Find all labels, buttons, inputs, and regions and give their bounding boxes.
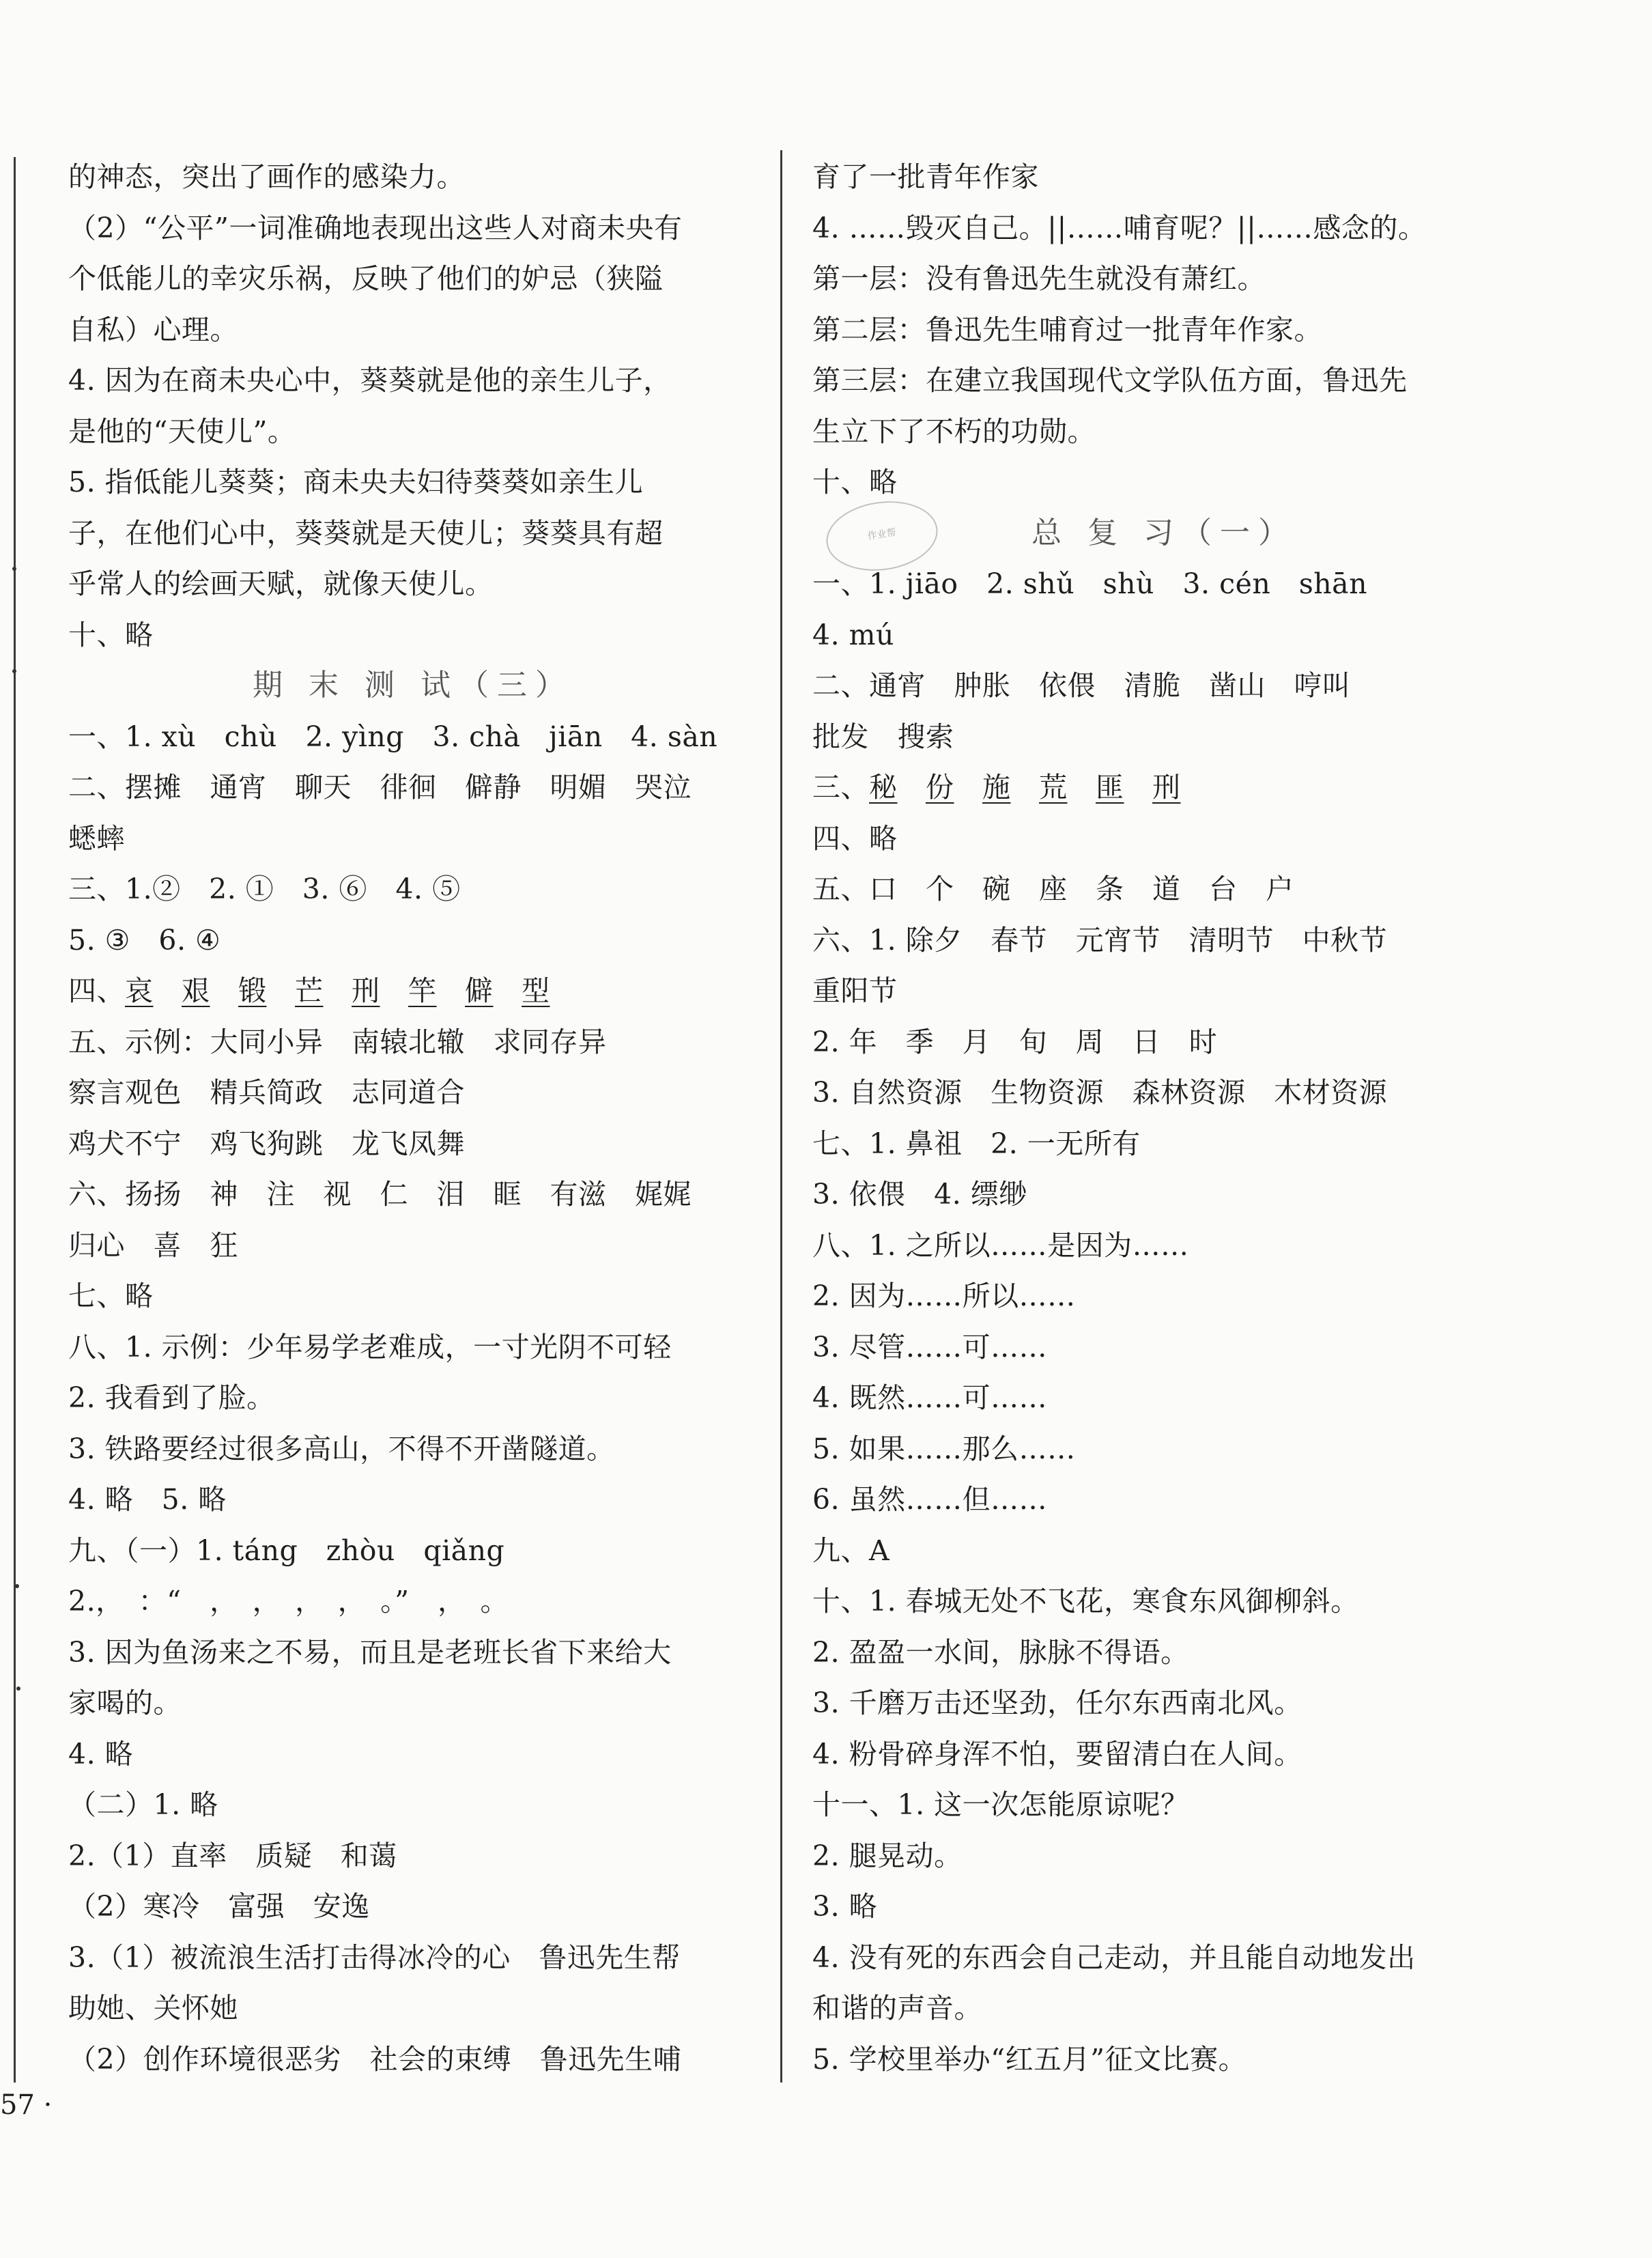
text-line: 3. 依偎 4. 缥缈 <box>812 1178 1027 1211</box>
text-line: 是他的“天使儿”。 <box>68 414 296 448</box>
text-line: 5. 学校里举办“红五月”征文比赛。 <box>812 2042 1247 2076</box>
text-line: （2）创作环境很恶劣 社会的束缚 鲁迅先生哺 <box>68 2042 682 2076</box>
text-line: 3. 因为鱼汤来之不易，而且是老班长省下来给大 <box>68 1635 672 1669</box>
text-line: 3. 略 <box>812 1890 878 1923</box>
text-line: 八、1. 之所以……是因为…… <box>812 1228 1189 1262</box>
text-line: 2. 盈盈一水间，脉脉不得语。 <box>812 1635 1189 1669</box>
text-line: 4. 因为在商未央心中，葵葵就是他的亲生儿子， <box>68 364 672 397</box>
watermark-stamp: 作业帮 <box>822 494 942 578</box>
text-line: 4. ……毁灭自己。||……哺育呢？||……感念的。 <box>812 211 1427 244</box>
text-line: 2.（1）直率 质疑 和蔼 <box>68 1839 397 1872</box>
text-line: 三、1.② 2. ① 3. ⑥ 4. ⑤ <box>68 873 461 905</box>
text-line: 3.（1）被流浪生活打击得冰冷的心 鲁迅先生帮 <box>68 1941 681 1974</box>
text-line: 乎常人的绘画天赋，就像天使儿。 <box>68 567 494 600</box>
text-line: 重阳节 <box>812 974 898 1007</box>
text-line: 十、1. 春城无处不飞花，寒食东风御柳斜。 <box>812 1585 1359 1618</box>
text-line: 七、1. 鼻祖 2. 一无所有 <box>812 1127 1141 1160</box>
text-line: 一、1. xù chù 2. yìng 3. chà jiān 4. sàn <box>68 720 718 753</box>
page-edge-line <box>14 157 16 2083</box>
text-line: 第二层：鲁迅先生哺育过一批青年作家。 <box>812 313 1322 346</box>
text-line: 十、略 <box>68 618 154 651</box>
text-line: 生立下了不朽的功勋。 <box>812 414 1096 448</box>
text-line: 2. 因为……所以…… <box>812 1280 1076 1312</box>
text-line: （2）寒冷 富强 安逸 <box>68 1890 370 1923</box>
text-line: 九、A <box>812 1534 890 1567</box>
text-line: 助她、关怀她 <box>68 1992 238 2024</box>
text-line: 二、通宵 肿胀 依偎 清脆 凿山 哼叫 <box>812 669 1351 702</box>
text-line: 八、1. 示例：少年易学老难成，一寸光阴不可轻 <box>68 1330 672 1364</box>
text-line: 二、摆摊 通宵 聊天 徘徊 僻静 明媚 哭泣 <box>68 771 692 804</box>
text-line: 育了一批青年作家 <box>812 160 1039 193</box>
text-line: 鸡犬不宁 鸡飞狗跳 龙飞凤舞 <box>68 1127 465 1160</box>
text-line: 3. 铁路要经过很多高山，不得不开凿隧道。 <box>68 1432 615 1465</box>
text-line: 六、扬扬 神 注 视 仁 泪 眶 有滋 娓娓 <box>68 1178 692 1211</box>
text-line: 2. 我看到了脸。 <box>68 1381 275 1414</box>
text-line: 十一、1. 这一次怎能原谅呢？ <box>812 1788 1189 1821</box>
text-line-underlined: 四、哀 艰 锻 芒 刑 竿 僻 型 <box>68 974 550 1007</box>
text-line: 个低能儿的幸灾乐祸，反映了他们的妒忌（狭隘 <box>68 262 664 295</box>
text-line: 五、口 个 碗 座 条 道 台 户 <box>812 873 1294 905</box>
text-line: 3. 自然资源 生物资源 森林资源 木材资源 <box>812 1076 1388 1109</box>
text-line: 十、略 <box>812 466 898 498</box>
text-line: 四、略 <box>812 821 898 855</box>
text-line: 六、1. 除夕 春节 元宵节 清明节 中秋节 <box>812 923 1388 957</box>
text-line: 6. 虽然……但…… <box>812 1483 1048 1516</box>
text-line-underlined: 三、秘 份 施 荒 匪 刑 <box>812 771 1181 804</box>
text-line: 和谐的声音。 <box>812 1992 982 2024</box>
text-line: 2.， ：“ ， ， ， ， 。” ， 。 <box>68 1585 509 1618</box>
column-divider <box>780 150 782 2083</box>
text-line: 五、示例：大同小异 南辕北辙 求同存异 <box>68 1025 607 1058</box>
text-line: 的神态，突出了画作的感染力。 <box>68 160 465 193</box>
text-line: 家喝的。 <box>68 1687 182 1719</box>
text-line: 4. 既然……可…… <box>812 1381 1048 1414</box>
text-line: 第三层：在建立我国现代文学队伍方面，鲁迅先 <box>812 364 1408 397</box>
text-line: 2. 年 季 月 旬 周 日 时 <box>812 1025 1218 1058</box>
text-line: 自私）心理。 <box>68 313 238 346</box>
page-number: 57 · <box>0 2089 53 2121</box>
text-line: 5. ③ 6. ④ <box>68 923 221 957</box>
text-line: 归心 喜 狂 <box>68 1228 238 1262</box>
text-line: 4. 略 5. 略 <box>68 1483 227 1516</box>
text-line: 七、略 <box>68 1280 154 1312</box>
text-line: 九、（一）1. táng zhòu qiǎng <box>68 1534 505 1567</box>
right-column <box>812 152 1515 2085</box>
text-line: 批发 搜索 <box>812 720 954 753</box>
text-line: 5. 如果……那么…… <box>812 1432 1076 1465</box>
section-heading: 期 末 测 试（三） <box>253 668 573 703</box>
text-line: 察言观色 精兵简政 志同道合 <box>68 1076 465 1109</box>
scan-mark <box>16 1687 20 1691</box>
text-line: 第一层：没有鲁迅先生就没有萧红。 <box>812 262 1266 295</box>
scan-mark <box>15 1584 19 1588</box>
section-heading: 总 复 习（一） <box>1031 515 1296 550</box>
text-line: （2）“公平”一词准确地表现出这些人对商未央有 <box>68 211 683 244</box>
text-line: 子，在他们心中，葵葵就是天使儿；葵葵具有超 <box>68 516 664 550</box>
left-column <box>68 152 758 2085</box>
text-line: 一、1. jiāo 2. shǔ shù 3. cén shān <box>812 567 1368 600</box>
text-line: 4. 略 <box>68 1737 134 1770</box>
text-line: 蟋蟀 <box>68 821 125 855</box>
text-line: 2. 腿晃动。 <box>812 1839 963 1872</box>
text-line: 4. 没有死的东西会自己走动，并且能自动地发出 <box>812 1941 1416 1974</box>
text-line: 3. 千磨万击还坚劲，任尔东西南北风。 <box>812 1687 1302 1719</box>
text-line: 4. 粉骨碎身浑不怕，要留清白在人间。 <box>812 1737 1302 1770</box>
text-line: （二）1. 略 <box>68 1788 218 1821</box>
scan-mark <box>12 669 16 673</box>
text-line: 3. 尽管……可…… <box>812 1330 1048 1364</box>
text-line: 5. 指低能儿葵葵；商未央夫妇待葵葵如亲生儿 <box>68 466 644 498</box>
text-line: 4. mú <box>812 618 894 651</box>
scan-mark <box>12 567 16 571</box>
